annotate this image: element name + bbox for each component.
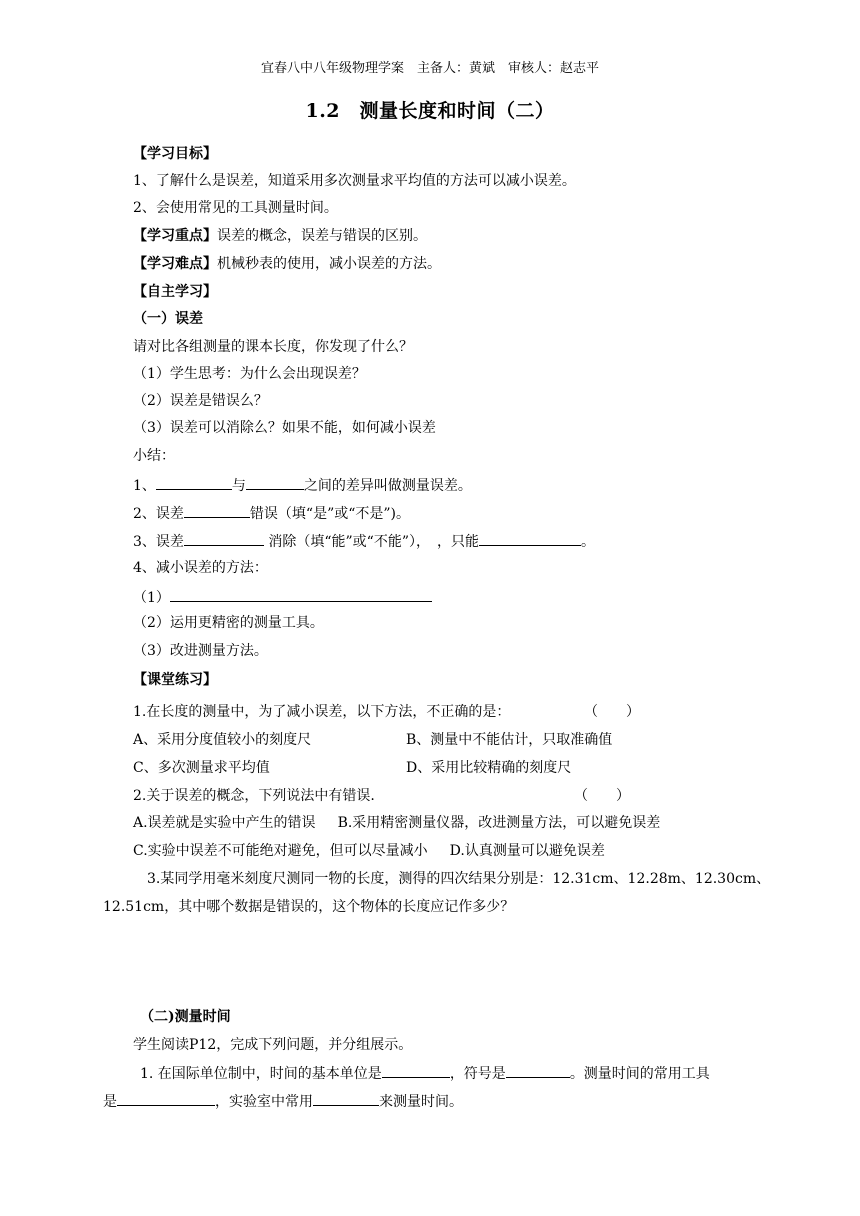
summary-1-prefix: 1、 xyxy=(133,478,156,494)
method-2: （2）运用更精密的测量工具。 xyxy=(133,615,324,631)
difficulty-label: 【学习难点】 xyxy=(133,256,217,272)
focus-row xyxy=(133,226,427,246)
method-1-label: （1） xyxy=(133,590,170,606)
summary-item-2 xyxy=(133,502,410,524)
q1-answer-paren[interactable]: （ ） xyxy=(584,704,640,720)
q2-answer-paren[interactable]: （ ） xyxy=(574,788,630,804)
fill-blank-1b[interactable] xyxy=(246,474,304,490)
time-q1-line1 xyxy=(140,1062,710,1084)
summary-2-suffix: 错误（填“是”或“不是”)。 xyxy=(249,506,411,522)
summary-item-1 xyxy=(133,474,472,496)
time-q1-line2-suffix: 来测量时间。 xyxy=(379,1094,463,1110)
document-header: 宜春八中八年级物理学案 主备人：黄斌 审核人：赵志平 xyxy=(260,61,599,76)
summary-1-suffix: 之间的差异叫做测量误差。 xyxy=(303,478,472,494)
q2-option-d-text: D.认真测量可以避免误差 xyxy=(449,843,605,859)
summary-label: 小结： xyxy=(133,448,175,464)
practice-q3-line2: 12.51cm，其中哪个数据是错误的，这个物体的长度应记作多少？ xyxy=(103,899,515,915)
summary-2-prefix: 2、误差 xyxy=(133,506,184,522)
practice-q1: 1.在长度的测量中，为了减小误差，以下方法，不正确的是： xyxy=(133,704,511,720)
summary-item-4: 4、减小误差的方法： xyxy=(133,560,268,576)
summary-3-suffix: 。 xyxy=(581,534,596,550)
time-q1-mid: ，符号是 xyxy=(449,1066,506,1082)
focus-text: 误差的概念，误差与错误的区别。 xyxy=(217,228,427,244)
fill-blank-time-symbol[interactable] xyxy=(506,1062,570,1078)
q2-option-c-text: C.实验中误差不可能绝对避免，但可以尽量减小 xyxy=(133,843,428,859)
q2-option-c xyxy=(133,841,605,861)
focus-label: 【学习重点】 xyxy=(133,228,217,244)
error-question-2: （2）误差是错误么？ xyxy=(133,393,268,409)
time-section-heading: （二)测量时间 xyxy=(140,1009,231,1025)
method-3: （3）改进测量方法。 xyxy=(133,643,268,659)
q2-option-b-text: B.采用精密测量仪器，改进测量方法，可以避免误差 xyxy=(337,815,661,831)
practice-heading: 【课堂练习】 xyxy=(133,672,217,688)
self-study-heading: 【自主学习】 xyxy=(133,284,217,300)
practice-q3-line1: 3.某同学用毫米刻度尺测同一物的长度，测得的四次结果分别是：12.31cm、12.28m、12.30cm、 xyxy=(147,871,771,887)
summary-1-mid: 与 xyxy=(231,478,246,494)
error-prompt: 请对比各组测量的课本长度，你发现了什么？ xyxy=(133,339,413,355)
summary-item-3 xyxy=(133,530,595,552)
summary-3-prefix: 3、误差 xyxy=(133,534,184,550)
q1-option-a: A、采用分度值较小的刻度尺 xyxy=(133,732,312,748)
q1-option-b: B、测量中不能估计，只取准确值 xyxy=(406,732,613,748)
q2-option-a xyxy=(133,813,660,833)
error-section-heading: （一）误差 xyxy=(133,311,203,327)
difficulty-text: 机械秒表的使用，减小误差的方法。 xyxy=(217,256,441,272)
time-q1-line2-prefix: 是 xyxy=(103,1094,117,1110)
q2-option-a-text: A.误差就是实验中产生的错误 xyxy=(133,815,316,831)
time-q1-suffix: 。测量时间的常用工具 xyxy=(569,1066,710,1082)
fill-blank-time-tool[interactable] xyxy=(117,1090,215,1106)
q1-option-c: C、多次测量求平均值 xyxy=(133,760,270,776)
time-section-intro: 学生阅读P12，完成下列问题，并分组展示。 xyxy=(133,1037,413,1053)
error-question-1: （1）学生思考：为什么会出现误差？ xyxy=(133,366,366,382)
time-q1-line2 xyxy=(103,1090,463,1112)
fill-blank-2[interactable] xyxy=(184,502,250,518)
goals-heading: 【学习目标】 xyxy=(133,146,217,162)
goal-item-2: 2、会使用常见的工具测量时间。 xyxy=(133,200,338,216)
fill-blank-time-unit[interactable] xyxy=(382,1062,450,1078)
fill-blank-3a[interactable] xyxy=(184,530,264,546)
method-1 xyxy=(133,586,432,608)
summary-3-mid: 消除（填“能”或“不能”）， ，只能 xyxy=(263,534,480,550)
time-q1-prefix: 1. 在国际单位制中，时间的基本单位是 xyxy=(140,1066,382,1082)
fill-blank-method-1[interactable] xyxy=(170,586,432,602)
fill-blank-3b[interactable] xyxy=(479,530,581,546)
time-q1-line2-mid: ，实验室中常用 xyxy=(215,1094,313,1110)
practice-q2: 2.关于误差的概念，下列说法中有错误. xyxy=(133,788,375,804)
fill-blank-lab-tool[interactable] xyxy=(313,1090,379,1106)
difficulty-row xyxy=(133,254,441,274)
goal-item-1: 1、了解什么是误差，知道采用多次测量求平均值的方法可以减小误差。 xyxy=(133,173,576,189)
fill-blank-1a[interactable] xyxy=(156,474,232,490)
q1-option-d: D、采用比较精确的刻度尺 xyxy=(406,760,572,776)
error-question-3: （3）误差可以消除么？如果不能，如何减小误差 xyxy=(133,420,436,436)
page-title: 1.2 测量长度和时间（二） xyxy=(305,100,555,122)
